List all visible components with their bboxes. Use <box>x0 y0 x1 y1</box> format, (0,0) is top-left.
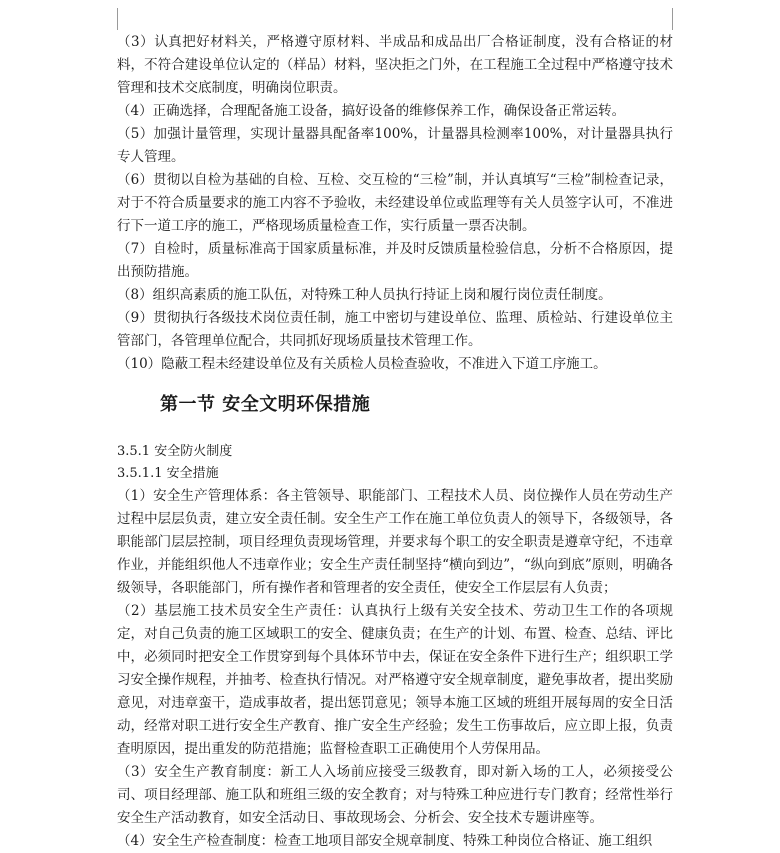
paragraph-safety-2: （2）基层施工技术员安全生产责任：认真执行上级有关安全技术、劳动卫生工作的各项规定，对自己负责的施工区域职工的安全、健康负责；在生产的计划、布置、检查、总结、评比中，必须同时把安全工作贯穿到每个具体环节中去，保证在安全条件下进行生产；组织职工学习安全操作规程，并抽考、检查执行情况。对严格遵守安全规章制度，避免事故者，提出奖励意见，对违章蛮干，造成事故者，提出惩罚意见；领导本施工区域的班组开展每周的安全日活动，经常对职工进行安全生产教育、推广安全生产经验；发生工伤事故后，应立即上报，负责查明原因，提出重发的防范措施；监督检查职工正确使用个人劳保用品。 <box>117 603 673 757</box>
paragraph-6: （6）贯彻以自检为基础的自检、互检、交互检的“三检”制，并认真填写“三检”制检查记录，对于不符合质量要求的施工内容不予验收，未经建设单位或监理等有关人员签字认可，不准进行下一道工序的施工，严格现场质量检查工作，实行质量一票否决制。 <box>117 172 673 234</box>
paragraph-7: （7）自检时，质量标准高于国家质量标准，并及时反馈质量检验信息，分析不合格原因，提出预防措施。 <box>117 241 673 280</box>
paragraph-3: （3）认真把好材料关，严格遵守原材料、半成品和成品出厂合格证制度，没有合格证的材料，不符合建设单位认定的（样品）材料，坚决拒之门外，在工程施工全过程中严格遵守技术管理和技术交底制度，明确岗位职责。 <box>117 34 673 96</box>
sub-heading-safety-measures: 3.5.1.1 安全措施 <box>117 466 219 481</box>
page-crop-mark-right <box>672 8 673 30</box>
paragraph-10: （10）隐蔽工程未经建设单位及有关质检人员检查验收，不准进入下道工序施工。 <box>117 356 607 372</box>
section-title: 第一节 安全文明环保措施 <box>160 394 371 415</box>
paragraph-9: （9）贯彻执行各级技术岗位责任制，施工中密切与建设单位、监理、质检站、行建设单位主管部门，各管理单位配合，共同抓好现场质量技术管理工作。 <box>117 310 673 349</box>
paragraph-safety-4: （4）安全生产检查制度：检查工地项目部安全规章制度、特殊工种岗位合格证、施工组织 <box>117 833 653 849</box>
paragraph-8: （8）组织高素质的施工队伍，对特殊工种人员执行持证上岗和履行岗位责任制度。 <box>117 287 612 303</box>
page-crop-mark-left <box>117 8 118 30</box>
bottom-text-block <box>117 441 673 853</box>
paragraph-4: （4）正确选择，合理配备施工设备，搞好设备的维修保养工作，确保设备正常运转。 <box>117 103 626 119</box>
paragraph-safety-3: （3）安全生产教育制度：新工人入场前应接受三级教育，即对新入场的工人，必须接受公司、项目经理部、施工队和班组三级的安全教育；对与特殊工种应进行专门教育；经常性举行安全生产活动教育，如安全活动日、事故现场会、分析会、安全技术专题讲座等。 <box>117 764 673 826</box>
paragraph-5: （5）加强计量管理，实现计量器具配备率100%，计量器具检测率100%，对计量器具执行专人管理。 <box>117 126 673 165</box>
sub-heading-fire-safety: 3.5.1 安全防火制度 <box>117 444 233 459</box>
top-text-block <box>117 31 673 376</box>
paragraph-safety-1: （1）安全生产管理体系：各主管领导、职能部门、工程技术人员、岗位操作人员在劳动生产过程中层层负责，建立安全责任制。安全生产工作在施工单位负责人的领导下，各级领导，各职能部门层层控制，项目经理负责现场管理，并要求每个职工的安全职责是遵章守纪，不违章作业，并能组织他人不违章作业；安全生产责任制坚持“横向到边”，“纵向到底”原则，明确各级领导，各职能部门，所有操作者和管理者的安全责任，使安全工作层层有人负责； <box>117 488 673 596</box>
